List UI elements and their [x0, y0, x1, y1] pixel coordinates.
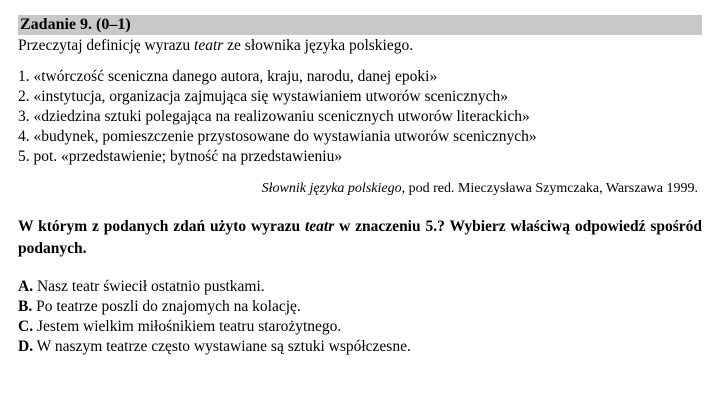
instruction-text-end: ze słownika języka polskiego.: [223, 37, 414, 54]
question-keyword: teatr: [304, 218, 335, 235]
definition-item: 3. «dziedzina sztuki polegająca na realizowaniu scenicznych utworów literackich»: [18, 108, 530, 125]
source-details: , pod red. Mieczysława Szymczaka, Warszawa 1999.: [401, 181, 698, 196]
answer-text: Jestem wielkim miłośnikiem teatru starożytnego.: [33, 318, 342, 335]
answer-option-d[interactable]: [18, 337, 702, 357]
definition-item: 2. «instytucja, organizacja zajmująca się wystawianiem utworów scenicznych»: [18, 88, 508, 105]
definition-item: 4. «budynek, pomieszczenie przystosowane do wystawiania utworów scenicznych»: [18, 128, 537, 145]
question-text-start: W którym z podanych zdań użyto wyrazu: [18, 218, 305, 235]
answer-letter: A.: [18, 278, 34, 295]
task-instruction: [18, 36, 702, 56]
answer-letter: B.: [18, 298, 33, 315]
question-text-end: w znaczeniu 5.? Wybierz właściwą odpowiedź spośród podanych.: [18, 218, 703, 257]
source-title: Słownik języka polskiego: [261, 181, 402, 196]
question-text: [18, 216, 702, 260]
definition-item: 1. «twórczość sceniczna danego autora, kraju, narodu, danej epoki»: [18, 68, 438, 85]
answer-option-a[interactable]: [18, 277, 702, 297]
definition-list: [18, 67, 702, 167]
answer-letter: C.: [18, 318, 34, 335]
task-title: Zadanie 9. (0–1): [20, 16, 131, 33]
answer-text: Nasz teatr świecił ostatnio pustkami.: [33, 278, 265, 295]
answer-option-b[interactable]: [18, 297, 702, 317]
answer-options: [18, 277, 702, 357]
answer-option-c[interactable]: [18, 317, 702, 337]
task-header: [18, 15, 702, 35]
instruction-text-start: Przeczytaj definicję wyrazu: [18, 37, 195, 54]
answer-text: W naszym teatrze często wystawiane są sztuki współczesne.: [33, 338, 411, 355]
exam-task: [18, 15, 702, 357]
answer-text: Po teatrze poszli do znajomych na kolację.: [32, 298, 301, 315]
source-citation: [18, 179, 702, 199]
answer-letter: D.: [18, 338, 34, 355]
instruction-keyword: teatr: [194, 37, 224, 54]
definition-item: 5. pot. «przedstawienie; bytność na przedstawieniu»: [18, 148, 343, 165]
